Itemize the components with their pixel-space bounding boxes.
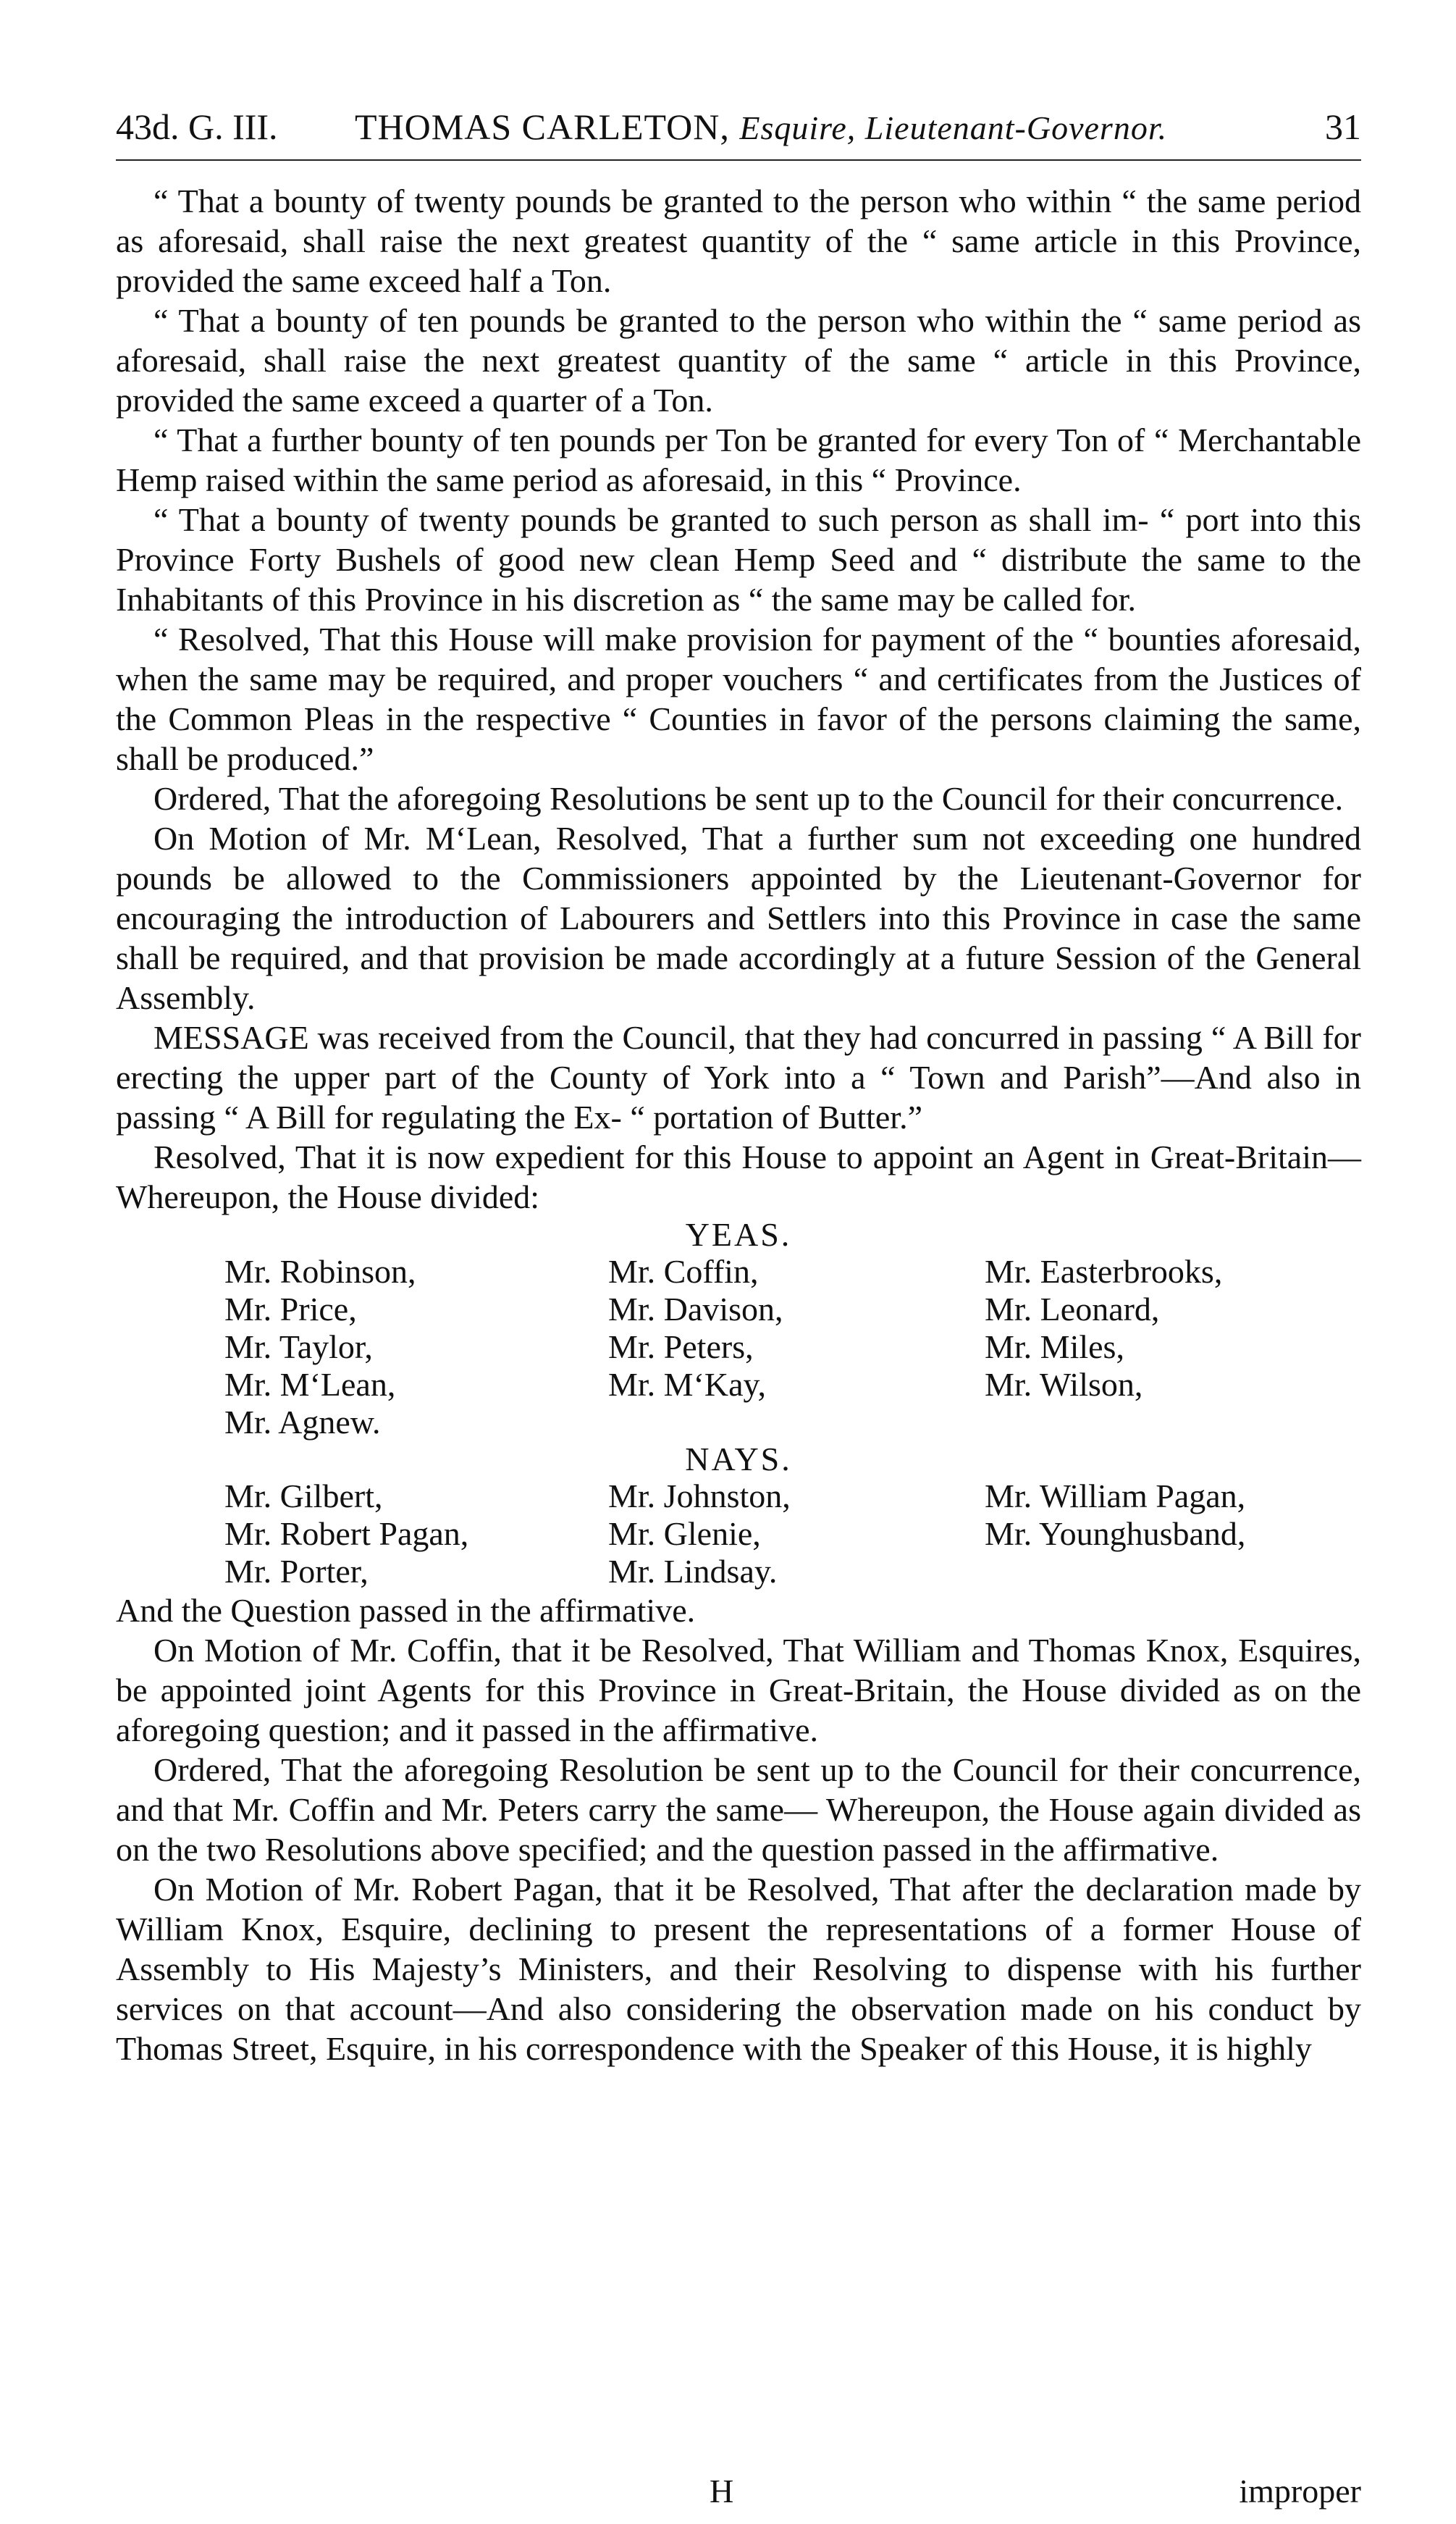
list-item: Mr. Porter, [224,1553,369,1590]
paragraph-motion-mclean: On Motion of Mr. M‘Lean, Resolved, That a further sum not exceeding one hundred pounds be allowed to the Commissioners appointed by the Lieutenant-Governor for encouraging the introduction of Labourers and Settlers into this Province in case the same shall be required, and that provision be made accordingly at a future Session of the General Assembly. [116,820,1361,1016]
paragraph-resolved-agent: Resolved, That it is now expedient for this House to appoint an Agent in Great-Britain—Whereupon, the House divided: [116,1139,1361,1215]
yeas-title: YEAS. [685,1216,792,1253]
paragraph-resolved-provision: “ Resolved, That this House will make provision for payment of the “ bounties aforesaid, when the same may be required, and proper vouchers “ and certificates from the Justices of the Common Pleas in the respective “ Counties in favor of the persons claiming the same, shall be produced.” [116,621,1361,777]
list-item: Mr. Coffin, [608,1253,759,1290]
list-item: Mr. Taylor, [224,1328,373,1365]
list-item [985,1553,1361,1590]
list-item: Mr. Peters, [608,1328,754,1365]
running-title [355,94,1167,161]
paragraph-ordered-resolution: Ordered, That the aforegoing Resolution be sent up to the Council for their concurrence, and that Mr. Coffin and Mr. Peters carry the same— Whereupon, the House again divided as on the two Resolutions above specified; and the question passed in the affirmative. [116,1751,1361,1868]
list-item: Mr. Wilson, [985,1366,1143,1403]
list-item [985,1404,1361,1441]
regnal-year: 43d. G. III. [116,106,278,147]
list-item: Mr. Robert Pagan, [224,1515,469,1552]
paragraph-question-passed: And the Question passed in the affirmative. [116,1592,696,1629]
list-item: Mr. Gilbert, [224,1477,383,1514]
list-item: Mr. M‘Lean, [224,1366,396,1403]
signature-mark: H [710,2473,734,2510]
list-item: Mr. Davison, [608,1291,783,1328]
list-item: Mr. Younghusband, [985,1515,1246,1552]
nays-list [116,1477,1361,1590]
list-item: Mr. Price, [224,1291,357,1328]
page-number: 31 [1325,106,1361,147]
list-item: Mr. Leonard, [985,1291,1160,1328]
page-body [116,181,1361,2068]
running-title-main: THOMAS CARLETON, [355,106,730,147]
catchword: improper [1239,2473,1361,2510]
paragraph-bounty-ten: “ That a bounty of ten pounds be granted to the person who within the “ same period as aforesaid, shall raise the next greatest quantity of the same “ article in this Province, provided the same exceed a quarter of a Ton. [116,302,1361,419]
paragraph-motion-coffin: On Motion of Mr. Coffin, that it be Resolved, That William and Thomas Knox, Esquires, be appointed joint Agents for this Province in Great-Britain, the House divided as on the aforegoing question; and it passed in the affirmative. [116,1632,1361,1748]
list-item: Mr. Agnew. [224,1404,381,1441]
nays-title: NAYS. [685,1441,792,1477]
page-footer [116,2470,1361,2513]
paragraph-bounty-twenty: “ That a bounty of twenty pounds be granted to the person who within “ the same period as aforesaid, shall raise the next greatest quantity of the “ same article in this Province, provided the same exceed half a Ton. [116,183,1361,299]
page-header [116,94,1361,161]
list-item [608,1404,985,1441]
paragraph-ordered-council: Ordered, That the aforegoing Resolutions be sent up to the Council for their concurrence. [153,780,1344,817]
list-item: Mr. Easterbrooks, [985,1253,1223,1290]
yeas-list [116,1253,1361,1441]
list-item: Mr. Miles, [985,1328,1124,1365]
list-item: Mr. William Pagan, [985,1477,1246,1514]
list-item: Mr. Johnston, [608,1477,791,1514]
paragraph-bounty-per-ton: “ That a further bounty of ten pounds per Ton be granted for every Ton of “ Merchantable Hemp raised within the same period as aforesaid, in this “ Province. [116,422,1361,498]
paragraph-motion-robert-pagan: On Motion of Mr. Robert Pagan, that it be Resolved, That after the declaration made by William Knox, Esquire, declining to present the representations of a former House of Assembly to His Majesty’s Ministers, and their Resolving to dispense with his further services on that account—And also considering the observation made on his conduct by Thomas Street, Esquire, in his correspondence with the Speaker of this House, it is highly [116,1871,1361,2067]
list-item: Mr. M‘Kay, [608,1366,767,1403]
running-title-italic: Esquire, Lieutenant-Governor. [739,109,1168,146]
list-item: Mr. Lindsay. [608,1553,778,1590]
paragraph-message-council: MESSAGE was received from the Council, that they had concurred in passing “ A Bill for erecting the upper part of the County of York into a “ Town and Parish”—And also in passing “ A Bill for regulating the Ex- “ portation of Butter.” [116,1019,1361,1136]
list-item: Mr. Glenie, [608,1515,761,1552]
list-item: Mr. Robinson, [224,1253,416,1290]
paragraph-bounty-hemp-seed: “ That a bounty of twenty pounds be granted to such person as shall im- “ port into this Province Forty Bushels of good new clean Hemp Seed and “ distribute the same to the Inhabitants of this Province in his discretion as “ the same may be called for. [116,501,1361,618]
